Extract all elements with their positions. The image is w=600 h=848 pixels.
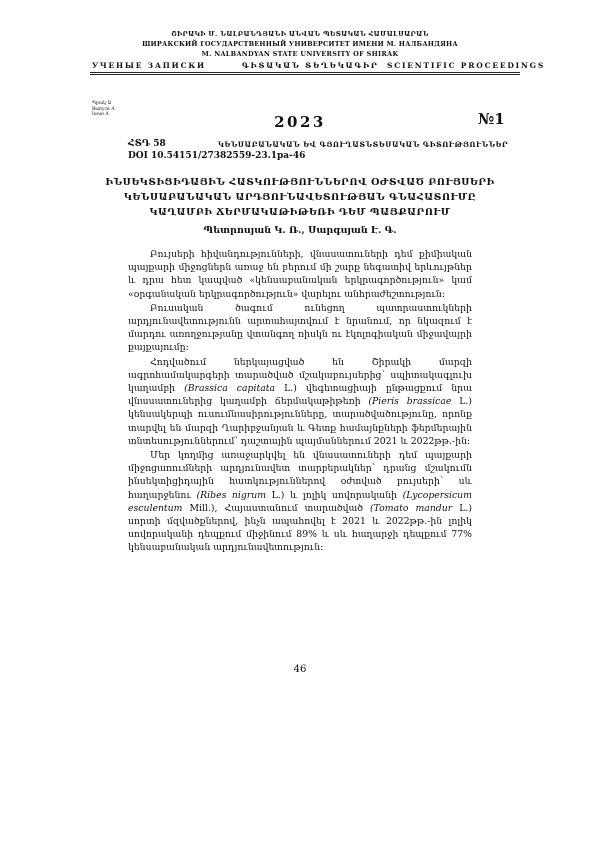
species-ribes: (Ribes nigrum xyxy=(196,489,267,501)
paragraph-3-text: L.) կենսակերպի ուսումնասիրությունները, տարածվածությունը, որոնք տարվել են մարզի Ղարիբջանյան և Գետք համայնքների ֆերմերային տնտեսություններում՝ դաշտային պայմաններում 2021 և 2022թթ.-ին: xyxy=(128,396,472,447)
header-rule-bottom xyxy=(90,74,520,75)
paragraph-4-text: Մեր կողմից առաջարկվել են վնասատուների դեմ պայքարի միջոցառումների արդյունավետ տարբերակներ՝ դրանց մշակումն ինսեկտիցիդային հատկություններով օժտված բույսերի՝ սև հաղարջենու xyxy=(128,450,472,501)
paragraph-4-text: L.) և լոլիկ սովորականի xyxy=(266,489,403,501)
paragraph-2: Բուսական ծագում ունեցող պատրաստուկների արդյունավետությունն արտահայտվում է նրանում, որ նկազում է մարդու առողջությանը վտանգող ռիսկն ու էկոլոգիական միջավայրի քայքայումը: xyxy=(128,302,472,354)
species-brassica: (Brassica capitata xyxy=(184,383,276,395)
doi: DOI 10.54151/27382559-23.1pa-46 xyxy=(128,151,306,161)
publication-year: 2023 xyxy=(274,113,326,131)
volume-label-hy: Պրակ Ա xyxy=(92,101,112,106)
paragraph-4 xyxy=(128,449,472,555)
series-title-hy: ԳԻՏԱԿԱՆ ՏԵՂԵԿԱԳԻՐ xyxy=(242,61,379,70)
paragraph-1: Բույսերի հիվանդությունների, վնասատուների դեմ քիմիական պայքարի միջոցներն առաջ են բերում մի շարք նեգատիվ երևույթներ և դրա հետ կապված «կենսաբանական երկրագործություն» կամ «օրգանական երկրագործություն» վարելու անհրաժեշտություն: xyxy=(128,249,472,300)
university-name-en: M. NALBANDYAN STATE UNIVERSITY OF SHIRAK xyxy=(201,50,399,58)
udc-code: ՀՏԴ 58 xyxy=(128,139,166,149)
section-title: ԿԵՆՍԱԲԱՆԱԿԱՆ ԵՎ ԳՅՈՒՂԱՏՆՏԵՍԱԿԱՆ ԳԻՏՈՒԹՅՈՒՆՆԵՐ xyxy=(218,140,509,149)
paragraph-3-text: L.) վեգետացիայի ընթացքում նրա վնասատուներից կաղամբի ճերմակաթիթեռի xyxy=(128,383,472,408)
university-name-hy: ՇԻՐԱԿԻ Մ. ՆԱԼԲԱՆԴՅԱՆԻ ԱՆՎԱՆ ՊԵՏԱԿԱՆ ՀԱՄԱԼՍԱՐԱՆ xyxy=(171,30,429,38)
species-pieris: (Pieris brassicae xyxy=(368,396,452,408)
paragraph-3-text: Հոդվածում ներկայացված են Շիրակի մարզի ագրոհամակարգերի տարածված մշակաբույսերից՝ սպիտակագլուխ կաղամբի xyxy=(128,356,472,395)
university-name-ru: ШИРАКСКИЙ ГОСУДАРСТВЕННЫЙ УНИВЕРСИТЕТ ИМЕНИ М. НАЛБАНДЯНА xyxy=(142,40,458,48)
series-title-ru: УЧЕНЫЕ ЗАПИСКИ xyxy=(92,61,206,70)
species-lycopersicum: (Lycopersicum esculentum xyxy=(128,489,472,514)
volume-label-ru: Выпуск А xyxy=(92,106,115,112)
article-authors: Պետրոսյան Կ. Ռ., Սարգսյան Է. Գ. xyxy=(203,225,397,236)
issue-number: №1 xyxy=(478,110,505,128)
volume-label-en: Issue A xyxy=(92,112,109,117)
paragraph-3 xyxy=(128,356,472,448)
paragraph-4-text: Mill.), Հայաստանում տարածված xyxy=(182,502,371,514)
series-title-en: SCIENTIFIC PROCEEDINGS xyxy=(387,61,546,70)
paragraph-4-text: L.) սորտի մզվածքներով, ինչն ապահովել է 2021 և 2022թթ.-ին լոլիկ սովորականի դեպքում միջինում 89% և սև հաղարջի դեպքում 77% կենսաբանական արդյունավետություն: xyxy=(128,502,472,554)
article-abstract xyxy=(128,248,472,556)
species-tomato: (Tomato mandur xyxy=(370,502,453,514)
page-number: 46 xyxy=(293,664,307,675)
header-rule-top xyxy=(90,72,520,73)
article-title: ԻՆՍԵԿՏԻՑԻԴԱՅԻՆ ՀԱՏԿՈՒԹՅՈՒՆՆԵՐՈՎ ՕԺՏՎԱԾ ԲՈՒՅՍԵՐԻ ԿԵՆՍԱԲԱՆԱԿԱՆ ԱՐԴՅՈՒՆԱՎԵՏՈՒԹՅԱՆ ԳՆԱՀԱՏՈՒՄԸ ԿԱՂԱՄԲԻ ՃԵՐՄԱԿԱԹԻԹԵՌԻ ԴԵՄ ՊԱՅՔԱՐՈՒՄ xyxy=(105,177,495,218)
